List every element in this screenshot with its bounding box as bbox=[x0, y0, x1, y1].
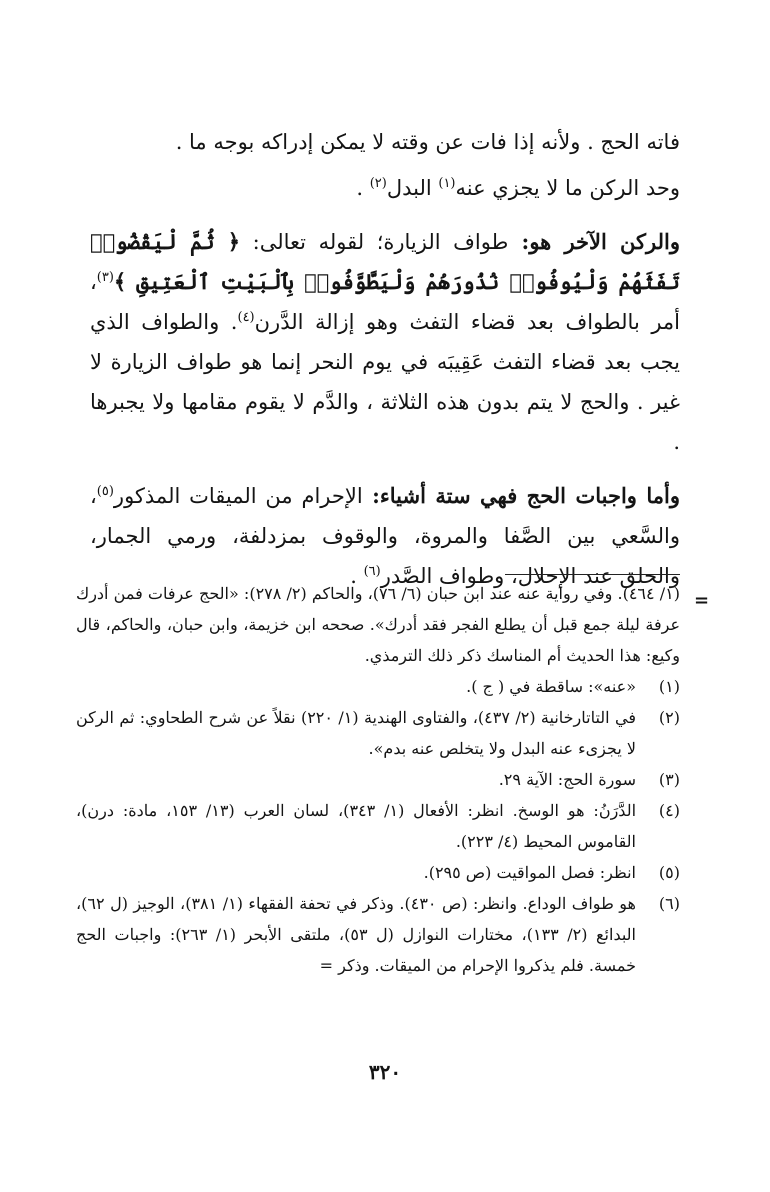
footnote-number: (٦) bbox=[658, 894, 680, 913]
paragraph-4-text-b: ، والسَّعي بين الصَّفا والمروة، والوقوف بمزدلفة، ورمي الجمار، والحلق عند الإحلال، وطواف الصَّدر bbox=[90, 484, 680, 588]
footnote-number: (١) bbox=[658, 677, 680, 696]
continuation-mark: = bbox=[694, 590, 710, 611]
paragraph-3 bbox=[90, 222, 680, 462]
page-number: ٣٢٠ bbox=[368, 1060, 402, 1084]
paragraph-4-text-a: الإحرام من الميقات المذكور bbox=[113, 484, 363, 508]
footnote-text: هو طواف الوداع. وانظر: (ص ٤٣٠). وذكر في تحفة الفقهاء (١/ ٣٨١)، الوجيز (ل ٦٢)، البدائع (٢/ ١٣٣)، مختارات النوازل (ل ٥٣)، ملتقى الأبحر (١/ ٢٦٣): واجبات الحج خمسة. فلم يذكروا الإحرام من الميقات. وذكر = bbox=[76, 894, 636, 975]
paragraph-2-text-c: . bbox=[356, 176, 370, 200]
footnote-number: (٤) bbox=[658, 801, 680, 820]
footnote-3 bbox=[76, 764, 680, 795]
footnote-text: «عنه»: ساقطة في ( ج ). bbox=[466, 677, 636, 696]
footnote-ref-4[interactable]: (٤) bbox=[237, 310, 255, 325]
paragraph-4-lead: وأما واجبات الحج فهي ستة أشياء: bbox=[362, 483, 680, 508]
footnote-5 bbox=[76, 857, 680, 888]
footnote-4 bbox=[76, 795, 680, 857]
paragraph-2-text-a: وحد الركن ما لا يجزي عنه bbox=[455, 176, 680, 200]
footnote-6 bbox=[76, 888, 680, 981]
footnote-2 bbox=[76, 702, 680, 764]
paragraph-3-text-b: ، أمر بالطواف بعد قضاء التفث وهو إزالة الدَّرن bbox=[90, 270, 680, 334]
paragraph-2 bbox=[90, 168, 680, 208]
footnote-text: سورة الحج: الآية ٢٩. bbox=[498, 770, 636, 789]
footnote-number: (٢) bbox=[658, 708, 680, 727]
footnote-ref-2[interactable]: (٢) bbox=[369, 176, 387, 191]
footnote-text: انظر: فصل المواقيت (ص ٢٩٥). bbox=[423, 863, 636, 882]
footnote-number: (٣) bbox=[658, 770, 680, 789]
footnote-1 bbox=[76, 671, 680, 702]
footnote-ref-5[interactable]: (٥) bbox=[96, 484, 114, 499]
paragraph-1: فاته الحج . ولأنه إذا فات عن وقته لا يمكن إدراكه بوجه ما . bbox=[175, 130, 680, 154]
footnote-ref-6[interactable]: (٦) bbox=[363, 564, 381, 579]
footnote-number: (٥) bbox=[658, 863, 680, 882]
paragraph-3-lead: والركن الآخر هو: bbox=[508, 229, 680, 254]
footnote-ref-1[interactable]: (١) bbox=[438, 176, 456, 191]
quran-verse: ﴿ ثُمَّ لْيَقْضُوا۟ تَفَثَهُمْ وَلْيُوفُوا۟ نُذُورَهُمْ وَلْيَطَّوَّفُوا۟ بِٱلْبَيْتِ ٱلْعَتِيقِ ﴾ bbox=[90, 229, 680, 294]
footnotes bbox=[76, 578, 680, 981]
main-text bbox=[90, 122, 680, 596]
paragraph-3-text-a: طواف الزيارة؛ لقوله تعالى: bbox=[240, 230, 509, 254]
footnote-separator bbox=[505, 574, 680, 575]
footnote-text: في التاتارخانية (٢/ ٤٣٧)، والفتاوى الهندية (١/ ٢٢٠) نقلاً عن شرح الطحاوي: ثم الركن لا يجزىء عنه البدل ولا يتخلص عنه بدم». bbox=[76, 708, 636, 758]
footnote-continuation: (١/ ٤٦٤). وفي رواية عنه عند ابن حبان (٦/ ٧٦)، والحاكم (٢/ ٢٧٨): «الحج عرفات فمن أدرك عرفة ليلة جمع قبل أن يطلع الفجر فقد أدرك». صححه ابن خزيمة، وابن حبان، والحاكم، قال وكيع: هذا الحديث أم المناسك ذكر ذلك الترمذي. bbox=[76, 584, 680, 665]
paragraph-3-text-c: . والطواف الذي يجب بعد قضاء التفث عَقِيبَه في يوم النحر إنما هو طواف الزيارة لا غير . والحج لا يتم بدون هذه الثلاثة ، والدَّم لا يقوم مقامها ولا يجبرها . bbox=[90, 310, 680, 454]
footnote-ref-3[interactable]: (٣) bbox=[96, 270, 114, 285]
footnote-text: الدَّرَنُ: هو الوسخ. انظر: الأفعال (١/ ٣٤٣)، لسان العرب (١٣/ ١٥٣، مادة: درن)، القاموس المحيط (٤/ ٢٢٣). bbox=[76, 801, 637, 851]
paragraph-4-text-c: . bbox=[350, 564, 364, 588]
paragraph-2-text-b: البدل bbox=[386, 176, 439, 200]
